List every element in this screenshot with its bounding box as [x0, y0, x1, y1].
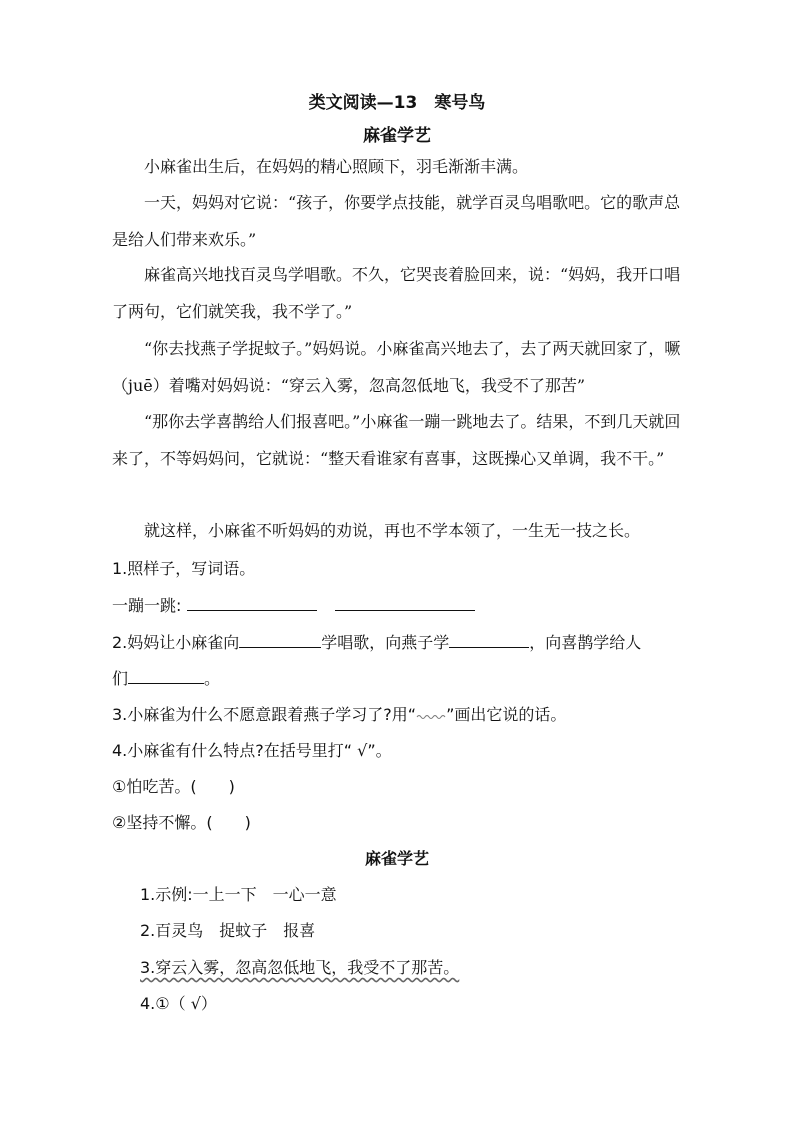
question-2-text-a: 2.妈妈让小麻雀向: [112, 633, 240, 652]
answer-blank-1a[interactable]: [187, 596, 317, 611]
question-2-row-1: [112, 630, 641, 653]
question-4: 4.小麻雀有什么特点?在括号里打“ √”。: [112, 741, 392, 760]
answer-blank-2c[interactable]: [128, 669, 204, 684]
answer-blank-2a[interactable]: [239, 633, 321, 648]
answer-3: 3.穿云入雾，忽高忽低地飞，我受不了那苦。: [140, 958, 460, 977]
question-2-row-2: [112, 666, 220, 689]
question-2-text-d: 们: [112, 669, 129, 688]
question-1-example: 一蹦一跳:: [112, 596, 182, 615]
question-3-text-a: 3.小麻雀为什么不愿意跟着燕子学习了?用“: [112, 705, 417, 724]
question-4-option-2[interactable]: ②坚持不懈。( ): [112, 813, 251, 832]
passage-paragraph-5: “那你去学喜鹊给人们报喜吧。”小麻雀一蹦一跳地去了。结果，不到几天就回来了，不等妈妈问，它就说：“整天看谁家有喜事，这既操心又单调，我不干。”: [112, 412, 681, 468]
answer-1: 1.示例:一上一下 一心一意: [140, 885, 337, 904]
question-3-text-b: ”画出它说的话。: [446, 705, 567, 724]
passage-paragraph-3: 麻雀高兴地找百灵鸟学唱歌。不久，它哭丧着脸回来，说：“妈妈，我开口唱了两句，它们就笑我，我不学了。”: [112, 265, 681, 321]
passage-paragraph-6: 就这样，小麻雀不听妈妈的劝说，再也不学本领了，一生无一技之长。: [144, 521, 641, 540]
question-1: 1.照样子，写词语。: [112, 559, 256, 578]
question-4-option-1[interactable]: ①怕吃苦。( ): [112, 777, 235, 796]
answers-title: 麻雀学艺: [364, 849, 429, 868]
passage-paragraph-4: “你去找燕子学捉蚊子。”妈妈说。小麻雀高兴地去了，去了两天就回家了，噘（juē）着嘴对妈妈说：“穿云入雾，忽高忽低地飞，我受不了那苦”: [112, 339, 681, 395]
answer-blank-2b[interactable]: [449, 633, 529, 648]
answer-2: 2.百灵鸟 捉蚊子 报喜: [140, 921, 316, 940]
question-1-example-row: [112, 593, 475, 616]
passage-paragraph-2: 一天，妈妈对它说：“孩子，你要学点技能，就学百灵鸟唱歌吧。它的歌声总是给人们带来欢乐。”: [112, 193, 681, 249]
passage-title: 麻雀学艺: [363, 126, 431, 146]
main-title: 类文阅读—13 寒号鸟: [308, 93, 486, 113]
wavy-line-mark: [416, 705, 446, 724]
question-2-text-b: 学唱歌，向燕子学: [321, 633, 450, 652]
answer-blank-1b[interactable]: [335, 596, 475, 611]
passage-paragraph-1: 小麻雀出生后，在妈妈的精心照顾下，羽毛渐渐丰满。: [144, 157, 529, 176]
question-3: [112, 702, 566, 725]
answer-4: 4.①（ √）: [140, 994, 217, 1013]
question-2-text-e: 。: [204, 669, 221, 688]
question-2-text-c: ，向喜鹊学给人: [529, 633, 642, 652]
